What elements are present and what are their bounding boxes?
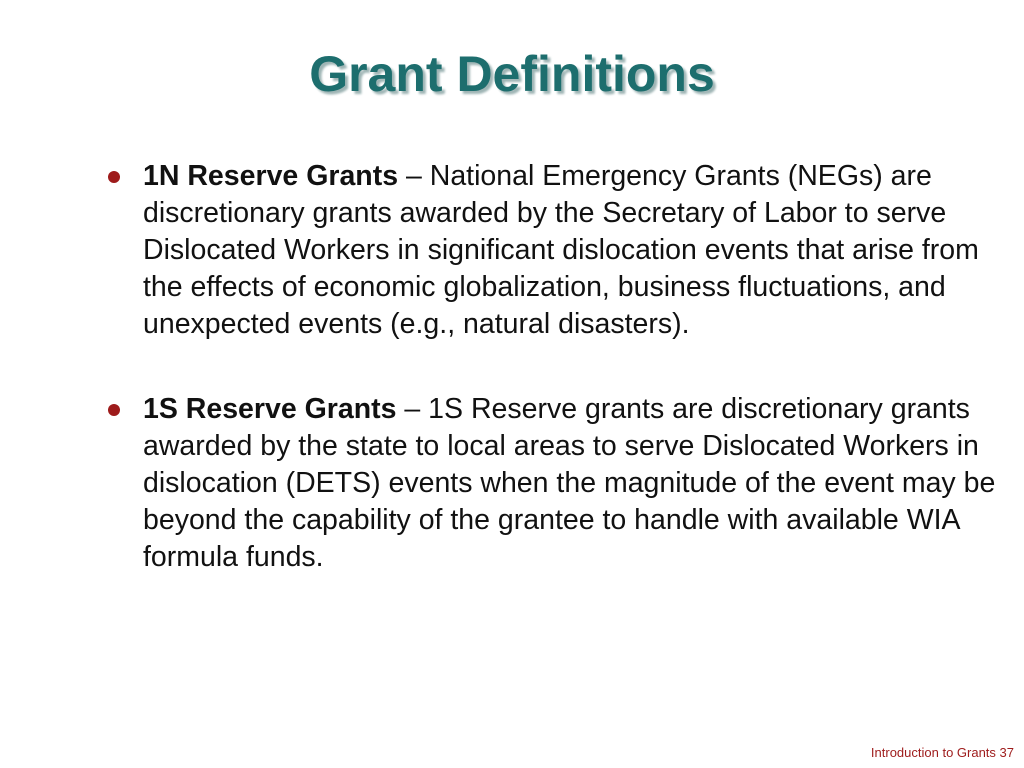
bullet-separator: – xyxy=(398,160,430,192)
bullet-dot-icon xyxy=(108,404,120,416)
bullet-item xyxy=(0,391,1003,576)
slide-title: Grant Definitions xyxy=(309,46,715,102)
bullet-item xyxy=(0,158,1003,343)
slide-footer: Introduction to Grants 37 xyxy=(870,745,1014,760)
bullet-text: National Emergency Grants (NEGs) are discretionary grants awarded by the Secretary of Labor to serve Dislocated Workers in significant dislocation events that arise from the effects of economic globalization, business fluctuations, and unexpected events (e.g., natural disasters). xyxy=(143,160,979,340)
bullet-term: 1N Reserve Grants xyxy=(143,160,399,192)
bullet-term: 1S Reserve Grants xyxy=(143,393,397,425)
bullet-separator: – xyxy=(396,393,429,425)
bullet-dot-icon xyxy=(108,171,120,183)
bullet-list xyxy=(0,158,1024,576)
bullet-text: 1S Reserve grants are discretionary grants awarded by the state to local areas to serve Dislocated Workers in dislocation (DETS) events when the magnitude of the event may be beyond the capability of the grantee to handle with available WIA formula funds. xyxy=(143,393,996,573)
